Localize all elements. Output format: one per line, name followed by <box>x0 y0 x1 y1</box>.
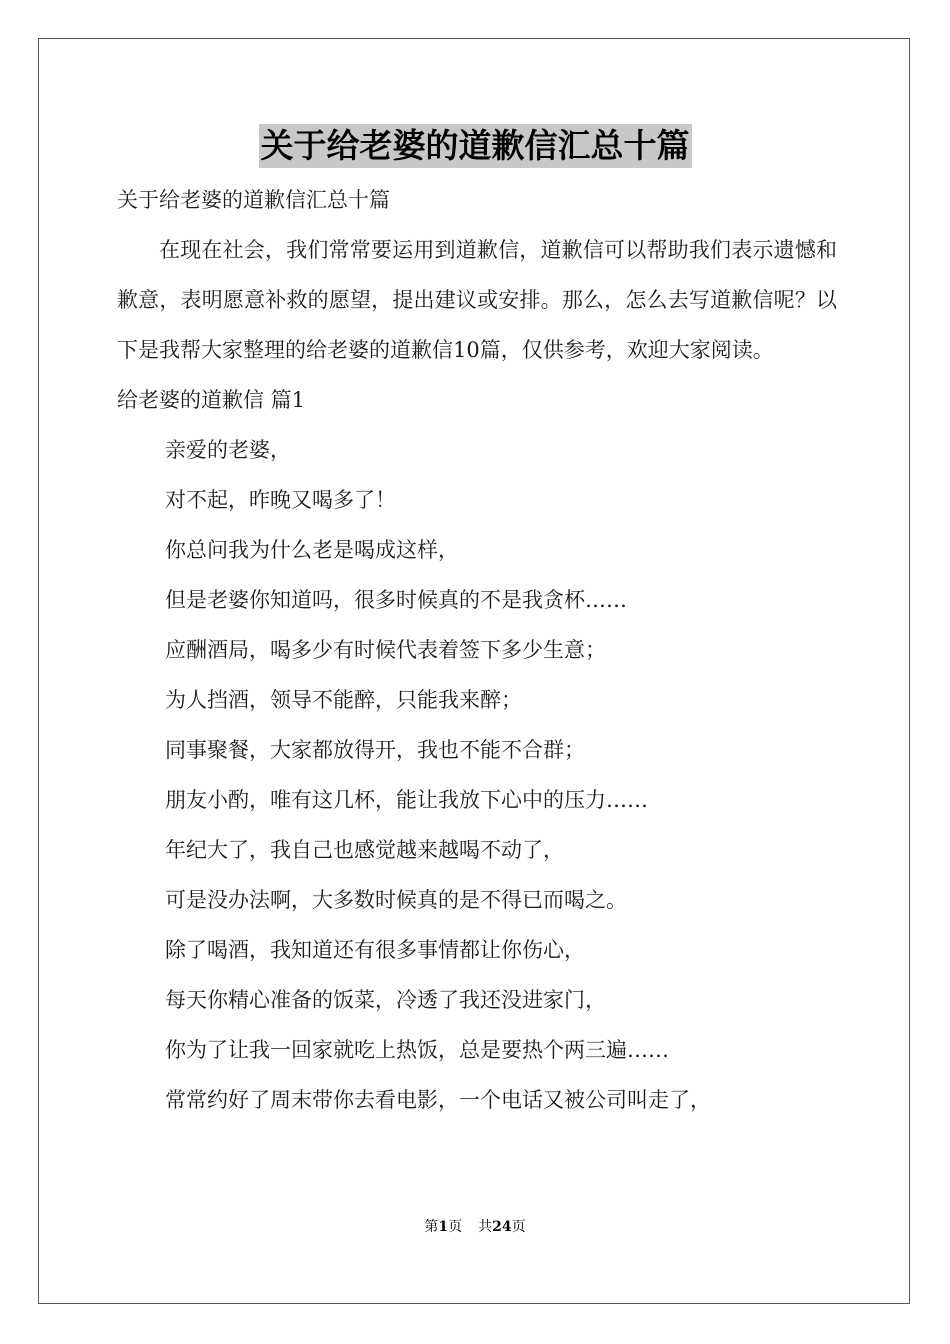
total-pages: 24 <box>492 1219 512 1235</box>
document-title: 关于给老婆的道歉信汇总十篇 <box>259 124 692 168</box>
letter-line: 可是没办法啊，大多数时候真的是不得已而喝之。 <box>165 888 627 912</box>
letter-line: 每天你精心准备的饭菜，冷透了我还没进家门， <box>165 988 606 1012</box>
total-prefix: 共 <box>478 1219 493 1235</box>
letter-line: 年纪大了，我自己也感觉越来越喝不动了， <box>165 838 564 862</box>
letter-line: 朋友小酌，唯有这几杯，能让我放下心中的压力…… <box>165 788 648 812</box>
letter-line: 你为了让我一回家就吃上热饭，总是要热个两三遍…… <box>165 1038 669 1062</box>
letter-line: 你总问我为什么老是喝成这样， <box>165 538 459 562</box>
letter-body <box>117 425 837 1125</box>
letter-line: 但是老婆你知道吗，很多时候真的不是我贪杯…… <box>165 588 627 612</box>
letter-line: 对不起，昨晚又喝多了！ <box>165 488 396 512</box>
letter-line: 为人挡酒，领导不能醉，只能我来醉； <box>165 688 522 712</box>
letter-line: 常常约好了周末带你去看电影，一个电话又被公司叫走了， <box>165 1088 711 1112</box>
page-footer <box>0 1216 950 1236</box>
letter-line: 亲爱的老婆， <box>165 438 291 462</box>
page-suffix: 页 <box>448 1219 463 1235</box>
intro-paragraph: 在现在社会，我们常常要运用到道歉信，道歉信可以帮助我们表示遗憾和歉意，表明愿意补救的愿望，提出建议或安排。那么，怎么去写道歉信呢？以下是我帮大家整理的给老婆的道歉信10篇，仅供参考，欢迎大家阅读。 <box>117 238 837 362</box>
document-body <box>117 175 837 1125</box>
total-suffix: 页 <box>511 1219 526 1235</box>
section-heading: 给老婆的道歉信 篇1 <box>117 388 306 412</box>
page-prefix: 第 <box>424 1219 439 1235</box>
letter-line: 应酬酒局，喝多少有时候代表着签下多少生意； <box>165 638 606 662</box>
letter-line: 同事聚餐，大家都放得开，我也不能不合群； <box>165 738 585 762</box>
document-subtitle: 关于给老婆的道歉信汇总十篇 <box>117 188 390 212</box>
title-area <box>0 124 950 168</box>
page-number: 1 <box>438 1219 449 1235</box>
letter-line: 除了喝酒，我知道还有很多事情都让你伤心， <box>165 938 585 962</box>
